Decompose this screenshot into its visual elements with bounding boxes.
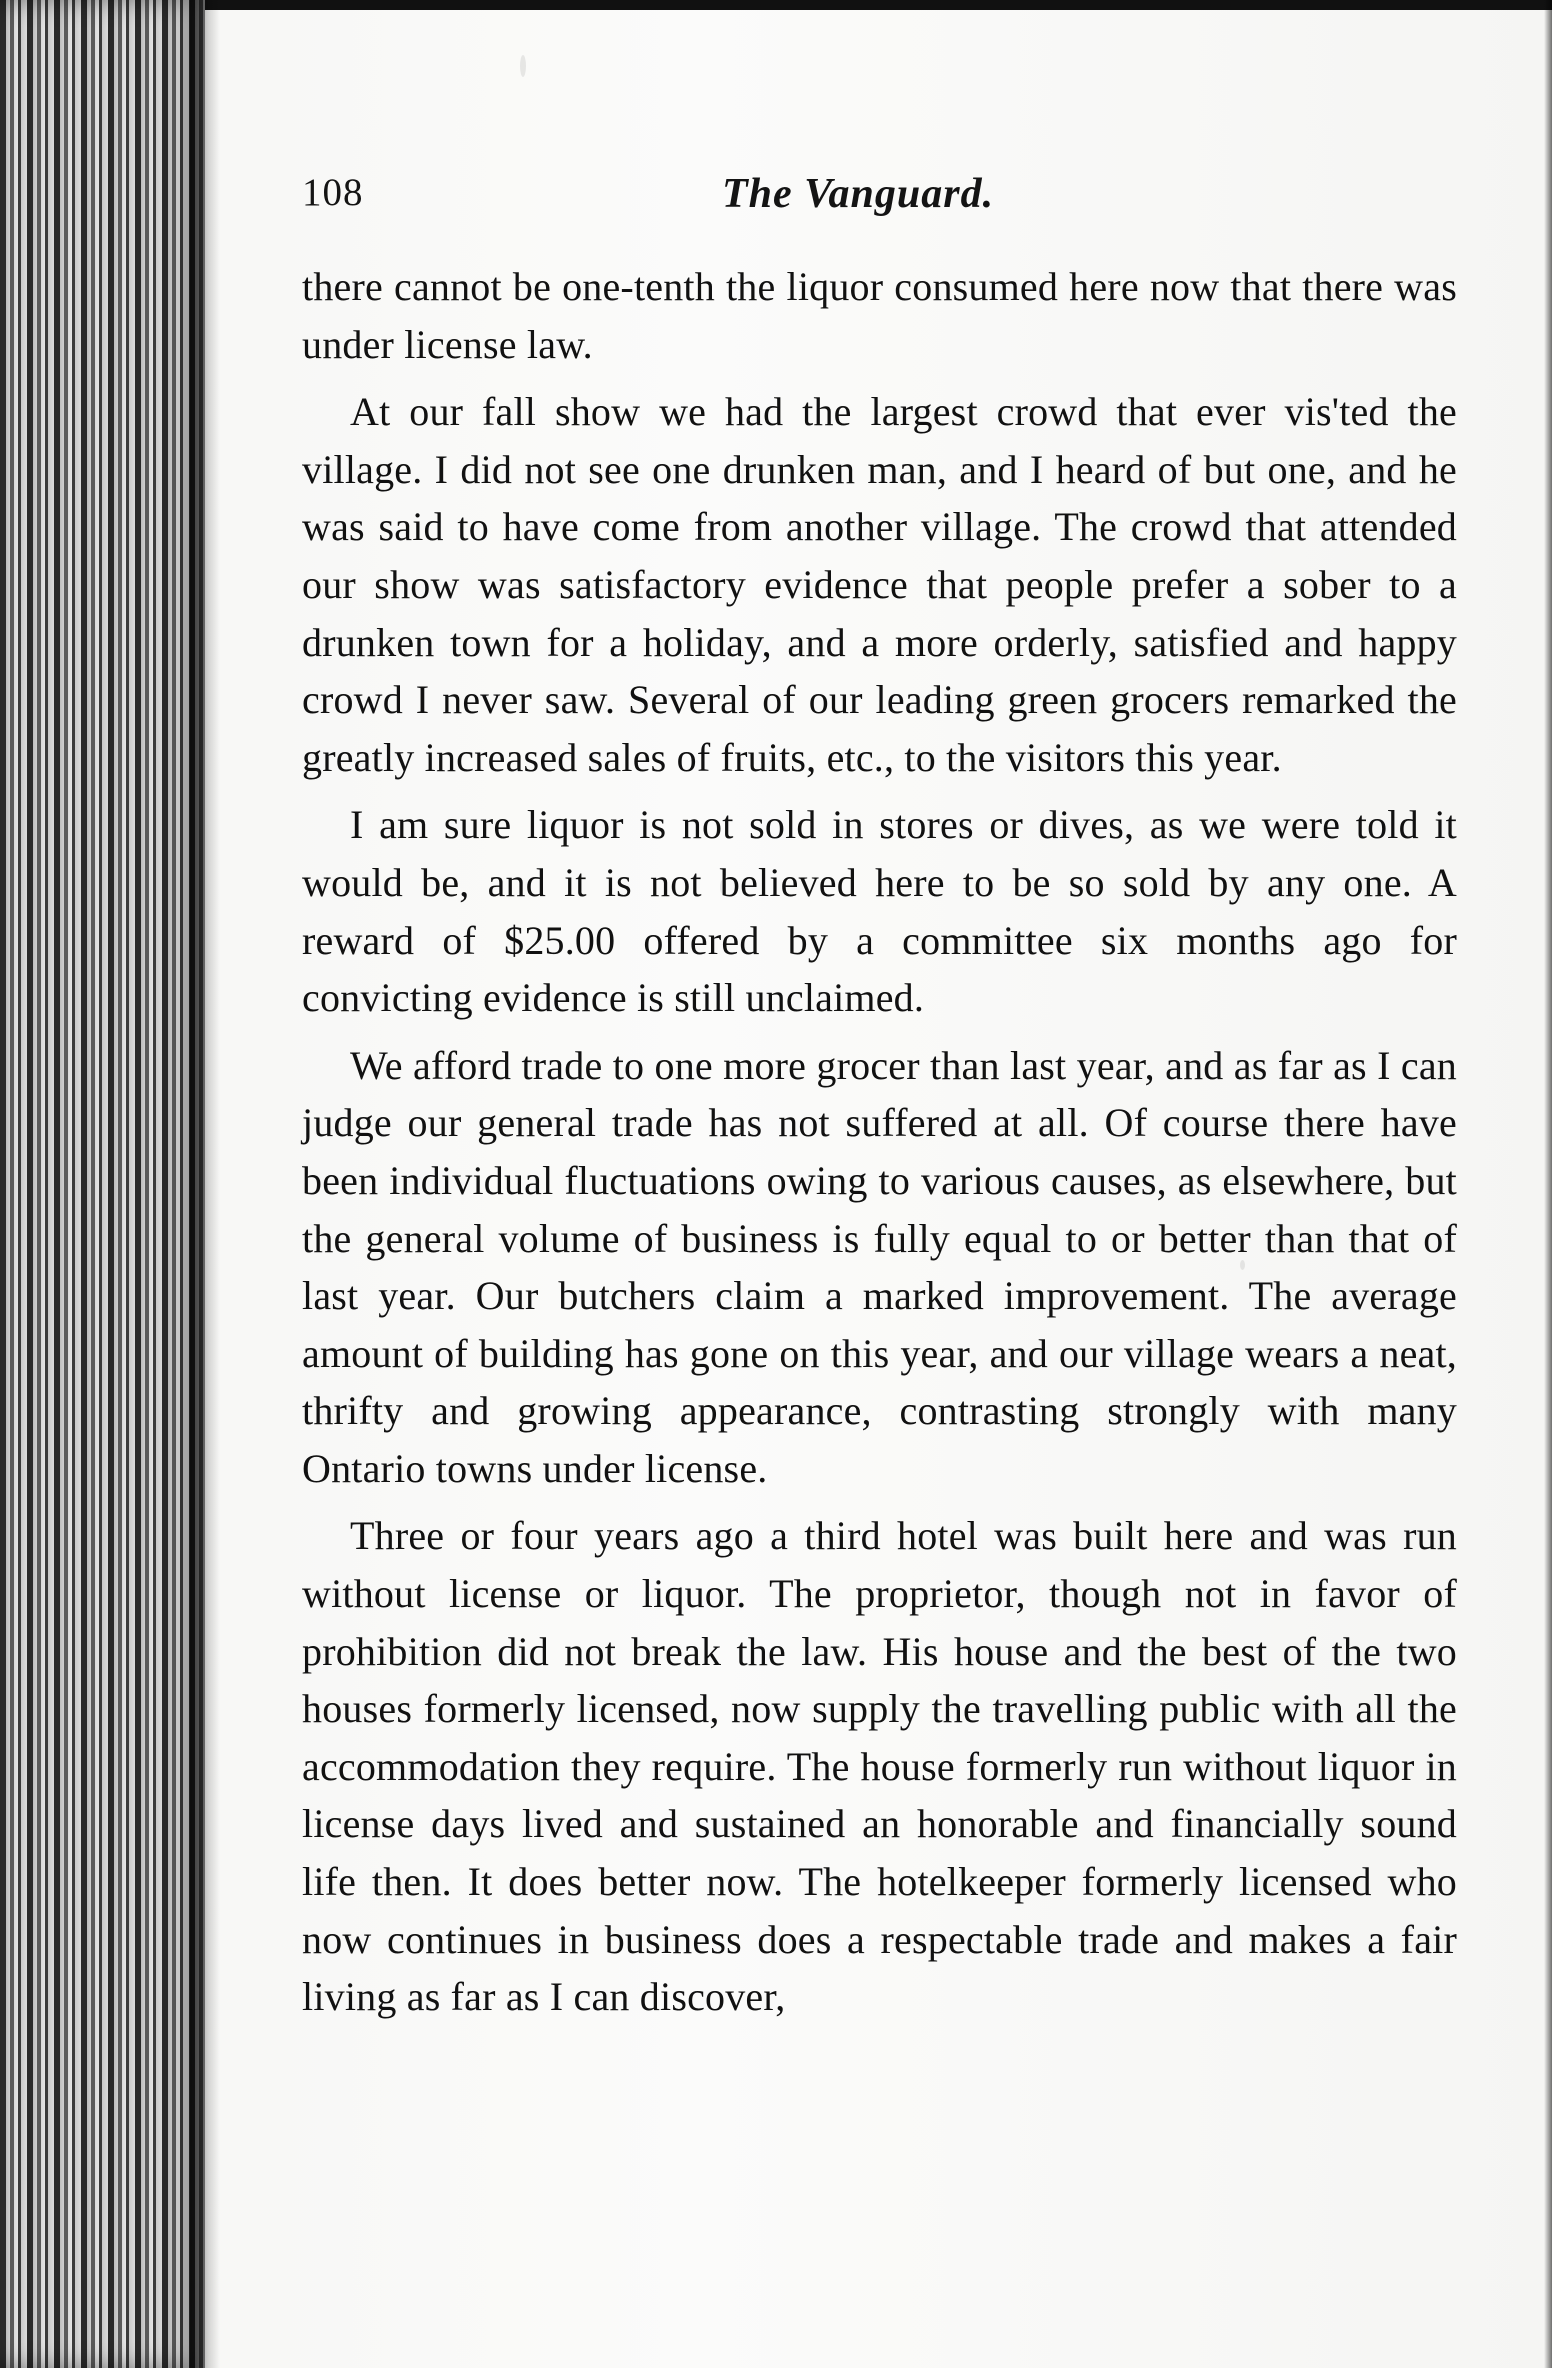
gutter-shadow — [190, 0, 220, 2368]
page-number: 108 — [302, 171, 364, 214]
paragraph: I am sure liquor is not sold in stores or dives, as we were told it would be, and it is not believed here to be so sold by any one. A reward of $25.00 offered by a committee six months ago for convicting evidence is still unclaimed. — [302, 802, 1457, 1021]
paper-speck — [520, 55, 526, 77]
book-gutter — [0, 0, 205, 2368]
paragraph: At our fall show we had the largest crowd that ever vis'ted the village. I did not see one drunken man, and I heard of but one, and he was said to have come from another village. The crowd that attended our show was satisfactory evidence that people prefer a sober to a drunken town for a holiday, and a more orderly, satisfied and happy crowd I never saw. Several of our leading green grocers remarked the greatly increased sales of fruits, etc., to the visitors this year. — [302, 389, 1457, 780]
paragraph: We afford trade to one more grocer than last year, and as far as I can judge our general trade has not suffered at all. Of course there have been individual fluctuations owing to various causes, as elsewhere, but the general volume of business is fully equal to or better than that of last year. Our butchers claim a marked improvement. The average amount of building has gone on this year, and our village wears a neat, thrifty and growing appearance, contrasting strongly with many Ontario towns under license. — [302, 1042, 1457, 1491]
paragraph: Three or four years ago a third hotel was built here and was run without license or liquor. The proprietor, though not in favor of prohibition did not break the law. His house and the best of the two houses formerly licensed, now supply the travelling public with all the accommodation they require. The house formerly run without liquor in license days lived and sustained an honorable and financially sound life then. It does better now. The hotelkeeper formerly licensed who now continues in business does a respectable trade and makes a fair living as far as I can discover, — [302, 1513, 1457, 2020]
running-title: The Vanguard. — [722, 171, 995, 217]
running-head — [302, 170, 1462, 230]
paragraph: there cannot be one-tenth the liquor consumed here now that there was under license law. — [302, 264, 1457, 367]
right-scan-border — [1544, 0, 1552, 2368]
body-text — [302, 258, 1457, 2036]
top-scan-border — [0, 0, 1552, 10]
